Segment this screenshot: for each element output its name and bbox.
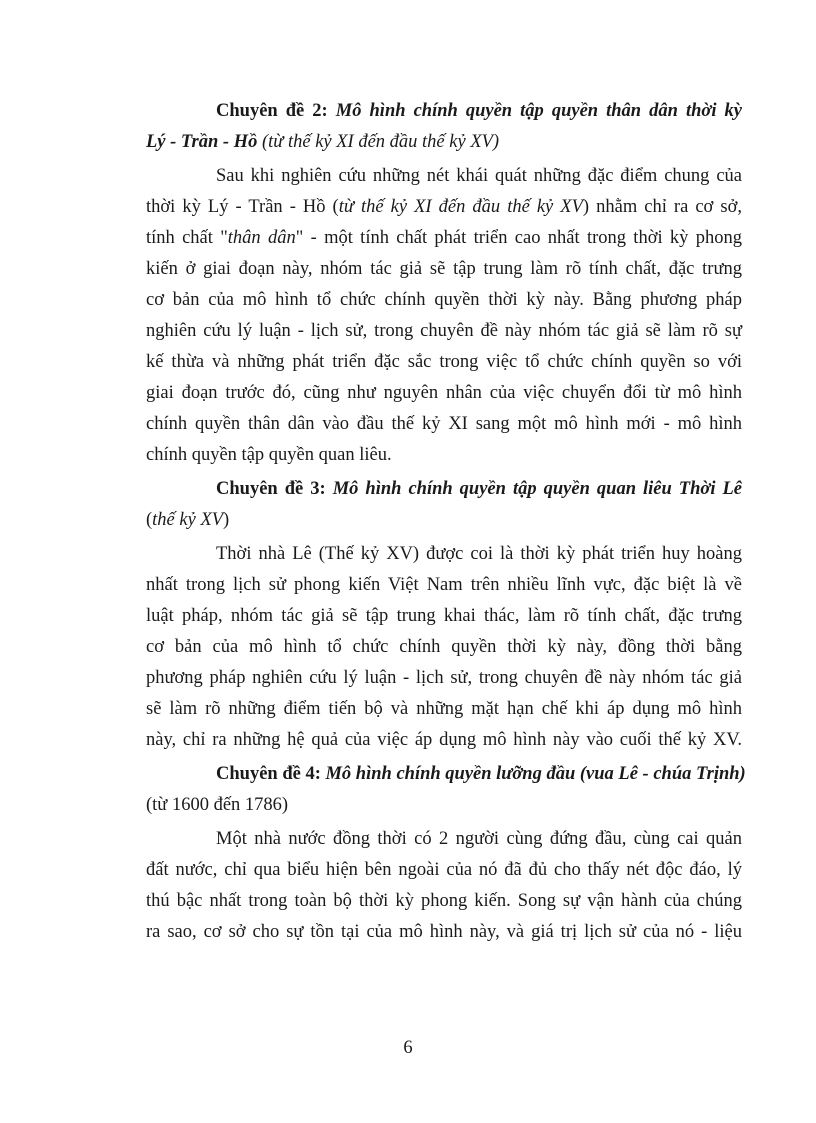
topic2-paragraph — [146, 161, 742, 471]
text-line: thời kỳ Lý - Trần - Hồ (từ thế kỷ XI đến đầu thế kỷ XV) nhằm chỉ ra cơ sở, — [146, 197, 742, 217]
text-line: ra sao, cơ sở cho sự tồn tại của mô hình này, và giá trị lịch sử của nó - liệu — [146, 922, 742, 942]
topic2-title-line1: Mô hình chính quyền tập quyền thân dân thời kỳ — [335, 101, 742, 121]
topic2-title-line2: Lý - Trần - Hồ — [146, 132, 258, 152]
text-line: tính chất "thân dân" - một tính chất phát triển cao nhất trong thời kỳ phong — [146, 228, 742, 248]
text-line: luật pháp, nhóm tác giả sẽ tập trung khai thác, làm rõ tính chất, đặc trưng — [146, 606, 742, 626]
text-line: đất nước, chỉ qua biểu hiện bên ngoài của nó đã đủ cho thấy nét độc đáo, lý — [146, 860, 742, 880]
topic3-subtitle: (thế kỷ XV) — [146, 510, 230, 530]
topic4-title-line1: Mô hình chính quyền lưỡng đầu (vua Lê - chúa Trịnh) — [325, 764, 746, 784]
text-line: cơ bản của mô hình tổ chức chính quyền thời kỳ này, đồng thời bằng — [146, 637, 742, 657]
text-line: Thời nhà Lê (Thế kỷ XV) được coi là thời kỳ phát triển huy hoàng — [216, 544, 742, 564]
topic3-paragraph — [146, 539, 742, 756]
text-line: kiến ở giai đoạn này, nhóm tác giả sẽ tập trung làm rõ tính chất, đặc trưng — [146, 259, 742, 279]
topic3-title-line1: Mô hình chính quyền tập quyền quan liêu Thời Lê — [332, 479, 742, 499]
topic2-subtitle: (từ thế kỷ XI đến đầu thế kỷ XV) — [261, 132, 500, 152]
topic4-paragraph — [146, 824, 742, 948]
text-line: kế thừa và những phát triển đặc sắc trong việc tổ chức chính quyền so với — [146, 352, 742, 372]
text-line: nhất trong lịch sử phong kiến Việt Nam trên nhiều lĩnh vực, đặc biệt là về — [146, 575, 742, 595]
topic2-heading — [146, 96, 742, 158]
text-line: Một nhà nước đồng thời có 2 người cùng đứng đầu, cùng cai quản — [216, 829, 742, 849]
text-line: giai đoạn trước đó, cũng như nguyên nhân của việc chuyển đổi từ mô hình — [146, 383, 742, 403]
text-line: phương pháp nghiên cứu lý luận - lịch sử, trong chuyên đề này nhóm tác giả — [146, 668, 742, 688]
text-line: này, chỉ ra những hệ quả của việc áp dụng mô hình này vào cuối thế kỷ XV. — [146, 730, 742, 750]
topic4-label: Chuyên đề 4: — [216, 764, 321, 784]
topic3-label: Chuyên đề 3: — [216, 479, 326, 499]
topic2-label: Chuyên đề 2: — [216, 101, 328, 121]
page-number: 6 — [403, 1038, 413, 1058]
text-line: nghiên cứu lý luận - lịch sử, trong chuyên đề này nhóm tác giả sẽ làm rõ sự — [146, 321, 742, 341]
topic3-heading — [146, 474, 742, 536]
text-line: sẽ làm rõ những điểm tiến bộ và những mặt hạn chế khi áp dụng mô hình — [146, 699, 742, 719]
topic4-subtitle: (từ 1600 đến 1786) — [146, 795, 289, 815]
text-line: chính quyền thân dân vào đầu thế kỷ XI sang một mô hình mới - mô hình — [146, 414, 742, 434]
document-page — [146, 96, 746, 948]
text-line: cơ bản của mô hình tổ chức chính quyền thời kỳ này. Bằng phương pháp — [146, 290, 742, 310]
text-line: chính quyền tập quyền quan liêu. — [146, 445, 392, 465]
text-line: thú bậc nhất trong toàn bộ thời kỳ phong kiến. Song sự vận hành của chúng — [146, 891, 742, 911]
topic4-heading — [146, 759, 746, 821]
text-line: Sau khi nghiên cứu những nét khái quát những đặc điểm chung của — [216, 166, 742, 186]
